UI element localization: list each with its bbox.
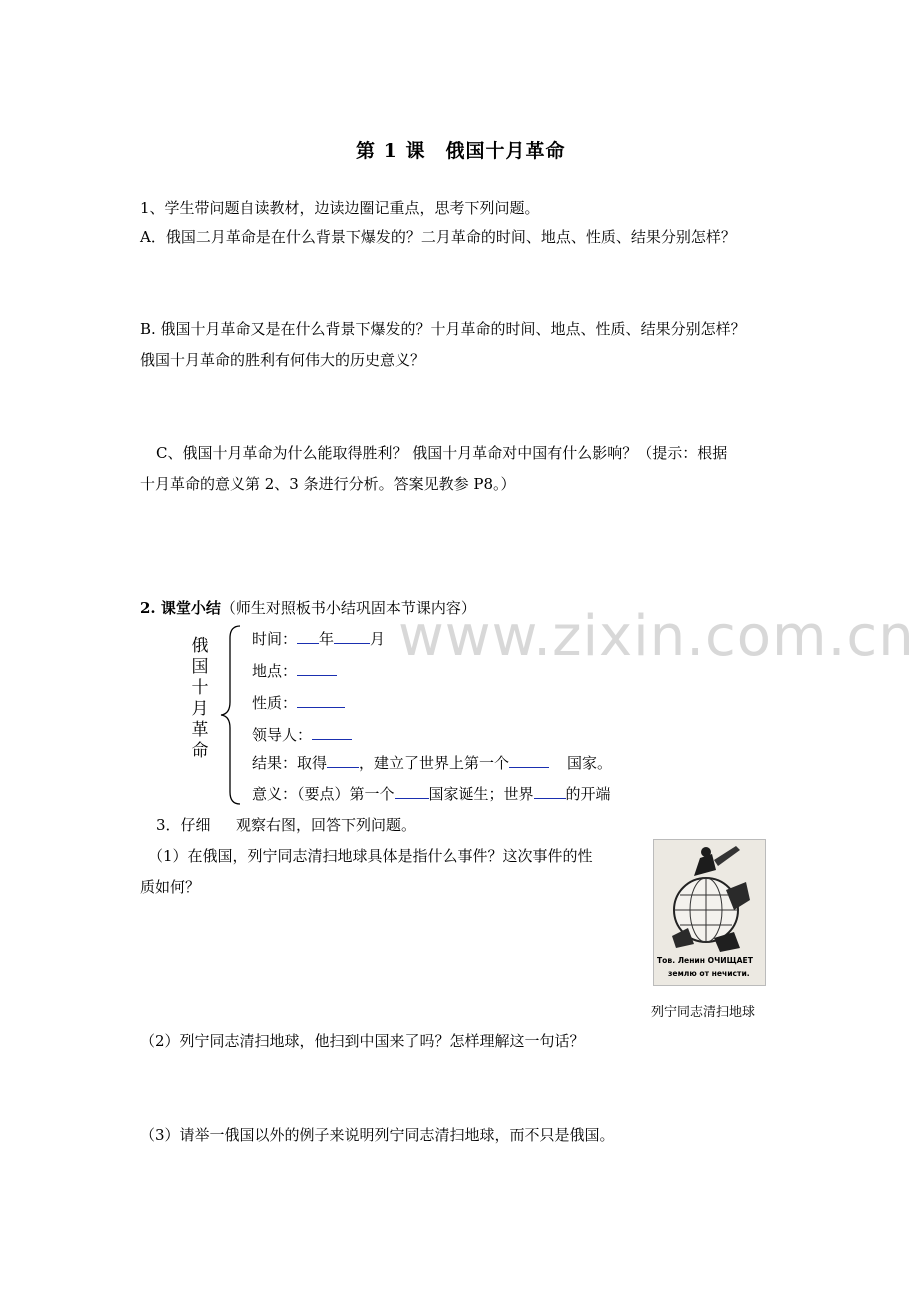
summary-nature <box>252 692 345 713</box>
brace-char: 俄 <box>191 636 209 656</box>
meaning-end: 的开端 <box>565 785 611 803</box>
section3-heading-a: 3．仔细 <box>156 816 211 834</box>
question-b-line1: B. 俄国十月革命又是在什么背景下爆发的？十月革命的时间、地点、性质、结果分别怎样？ <box>140 320 746 338</box>
meaning-blank-2[interactable] <box>534 784 566 799</box>
section1-intro: 1、学生带问题自读教材，边读边圈记重点，思考下列问题。 <box>140 199 540 217</box>
result-label: 结果：取得 <box>252 754 328 772</box>
section3-heading-b: 观察右图，回答下列问题。 <box>236 816 417 834</box>
time-label: 时间： <box>252 630 298 648</box>
nature-label: 性质： <box>252 694 298 712</box>
place-blank[interactable] <box>297 661 337 676</box>
brace-label <box>190 636 210 762</box>
summary-meaning <box>252 783 611 804</box>
question-b-line2: 俄国十月革命的胜利有何伟大的历史意义？ <box>140 351 426 369</box>
result-end: 国家。 <box>567 754 613 772</box>
curly-brace <box>218 624 242 806</box>
time-year-blank[interactable] <box>297 629 319 644</box>
watermark: www.zixin.com.cn <box>398 604 915 669</box>
leader-label: 领导人： <box>252 726 313 744</box>
summary-leader <box>252 724 352 745</box>
result-middle: ，建立了世界上第一个 <box>359 754 510 772</box>
question-3-1-line1: （1）在俄国，列宁同志清扫地球具体是指什么事件？这次事件的性 <box>148 847 593 865</box>
meaning-middle: 国家诞生；世界 <box>428 785 534 803</box>
section2-heading-label: 2. 课堂小结 <box>140 599 221 617</box>
result-blank-2[interactable] <box>509 753 549 768</box>
question-c-line1: C、俄国十月革命为什么能取得胜利？ 俄国十月革命对中国有什么影响？（提示：根据 <box>156 444 728 462</box>
month-label: 月 <box>370 630 386 648</box>
result-blank-1[interactable] <box>327 753 359 768</box>
question-3-2: （2）列宁同志清扫地球，他扫到中国来了吗？怎样理解这一句话？ <box>140 1032 585 1050</box>
leader-blank[interactable] <box>312 725 352 740</box>
poster-caption-2: землю от нечисти. <box>668 969 750 978</box>
meaning-blank-1[interactable] <box>395 784 429 799</box>
summary-result <box>252 752 612 773</box>
brace-char: 月 <box>191 699 209 719</box>
brace-char: 革 <box>191 720 209 740</box>
page-title: 第 1 课 俄国十月革命 <box>356 140 566 162</box>
section2-heading <box>140 597 476 618</box>
year-label: 年 <box>319 630 335 648</box>
brace-char: 十 <box>191 678 209 698</box>
image-caption: 列宁同志清扫地球 <box>651 1005 756 1020</box>
brace-char: 国 <box>191 657 209 677</box>
summary-time <box>252 628 385 649</box>
nature-blank[interactable] <box>297 693 345 708</box>
question-c-line2: 十月革命的意义第 2、3 条进行分析。答案见教参 P8。） <box>140 475 516 493</box>
meaning-label: 意义：（要点）第一个 <box>252 785 395 803</box>
summary-place <box>252 660 337 681</box>
section2-heading-note: （师生对照板书小结巩固本节课内容） <box>220 599 476 617</box>
poster-image <box>653 839 766 986</box>
poster-caption-1: Тов. Ленин ОЧИЩАЕТ <box>657 956 753 965</box>
question-a: A．俄国二月革命是在什么背景下爆发的？二月革命的时间、地点、性质、结果分别怎样？ <box>140 228 736 246</box>
question-3-3: （3）请举一俄国以外的例子来说明列宁同志清扫地球，而不只是俄国。 <box>140 1126 615 1144</box>
question-3-1-line2: 质如何？ <box>140 878 201 896</box>
place-label: 地点： <box>252 662 298 680</box>
time-month-blank[interactable] <box>334 629 370 644</box>
brace-char: 命 <box>191 741 209 761</box>
